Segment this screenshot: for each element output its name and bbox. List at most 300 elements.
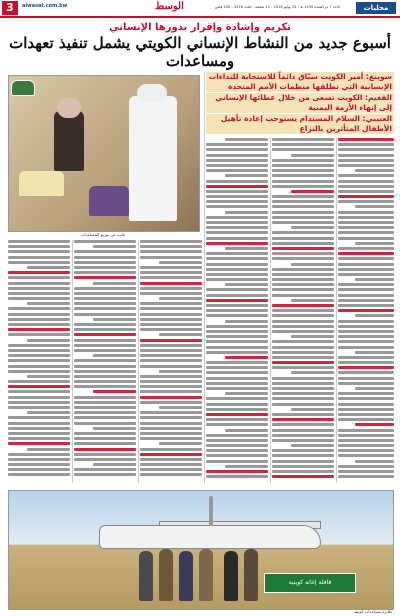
text-line — [74, 344, 136, 347]
text-line — [140, 245, 202, 248]
text-line — [140, 282, 202, 285]
text-line — [206, 252, 268, 255]
text-line — [140, 427, 202, 430]
text-line — [338, 335, 394, 338]
text-line — [8, 442, 70, 445]
text-line — [140, 411, 202, 414]
text-line — [225, 320, 268, 323]
text-line — [206, 377, 268, 380]
subheads — [206, 72, 394, 132]
text-line — [272, 231, 334, 234]
text-line — [272, 460, 334, 463]
text-line — [272, 439, 334, 442]
text-line — [272, 366, 334, 369]
text-line — [206, 242, 268, 245]
text-line — [27, 339, 70, 342]
text-line — [272, 273, 334, 276]
text-line — [8, 276, 70, 279]
text-line — [272, 180, 334, 183]
text-line — [206, 195, 268, 198]
text-line — [140, 375, 202, 378]
text-line — [272, 200, 334, 203]
text-line — [8, 328, 70, 331]
text-line — [206, 335, 268, 338]
text-line — [206, 382, 268, 385]
text-line — [338, 392, 394, 395]
text-line — [74, 448, 136, 451]
text-line — [74, 396, 136, 399]
text-line — [272, 413, 334, 416]
text-line — [74, 468, 136, 471]
text-line — [140, 256, 202, 259]
text-line — [272, 423, 334, 426]
text-line — [225, 211, 268, 214]
text-line — [140, 313, 202, 316]
text-line — [8, 370, 70, 373]
text-column-1 — [338, 138, 394, 483]
text-column-4 — [140, 240, 202, 483]
text-line — [338, 377, 394, 380]
text-line — [27, 411, 70, 414]
text-line — [140, 307, 202, 310]
text-line — [355, 205, 394, 208]
text-line — [272, 340, 334, 343]
text-line — [8, 453, 70, 456]
text-line — [206, 190, 268, 193]
text-line — [74, 401, 136, 404]
text-line — [74, 266, 136, 269]
text-line — [74, 380, 136, 383]
text-line — [206, 288, 268, 291]
article-kicker: تكريم وإشادة وإقرار بدورها الإنساني — [109, 22, 291, 33]
text-line — [338, 288, 394, 291]
text-line — [140, 266, 202, 269]
text-line — [272, 470, 334, 473]
text-column-3 — [206, 138, 268, 483]
text-line — [206, 226, 268, 229]
page-number: 3 — [2, 1, 18, 15]
text-line — [8, 365, 70, 368]
text-line — [206, 366, 268, 369]
text-line — [338, 470, 394, 473]
text-line — [291, 371, 334, 374]
text-line — [338, 226, 394, 229]
text-line — [206, 185, 268, 188]
text-line — [206, 294, 268, 297]
text-line — [8, 432, 70, 435]
text-line — [8, 463, 70, 466]
text-line — [338, 382, 394, 385]
text-line — [8, 416, 70, 419]
text-line — [140, 385, 202, 388]
text-line — [74, 323, 136, 326]
text-line — [206, 257, 268, 260]
text-line — [355, 387, 394, 390]
text-line — [272, 465, 334, 468]
text-line — [140, 328, 202, 331]
text-line — [291, 226, 334, 229]
text-column-2 — [272, 138, 334, 483]
text-line — [74, 328, 136, 331]
text-line — [206, 387, 268, 390]
text-line — [140, 344, 202, 347]
text-line — [206, 346, 268, 349]
text-line — [225, 356, 268, 359]
text-line — [74, 473, 136, 476]
dateline: الاحد 7 ذو القعدة 1439 هـ / 15 يوليو 2018 - 12 صفحة - العدد 3218 - 100 فلس — [214, 5, 340, 9]
text-line — [206, 263, 268, 266]
text-line — [338, 309, 394, 312]
text-column-6 — [8, 240, 70, 483]
text-line — [8, 313, 70, 316]
text-line — [93, 463, 136, 466]
text-line — [140, 401, 202, 404]
text-line — [338, 346, 394, 349]
text-line — [291, 263, 334, 266]
text-line — [159, 297, 202, 300]
text-line — [272, 304, 334, 307]
column-divider — [336, 138, 337, 483]
text-line — [8, 240, 70, 243]
text-line — [74, 458, 136, 461]
text-line — [272, 434, 334, 437]
text-line — [74, 297, 136, 300]
text-line — [338, 397, 394, 400]
text-line — [272, 351, 334, 354]
text-line — [338, 211, 394, 214]
text-line — [206, 325, 268, 328]
text-line — [272, 283, 334, 286]
text-line — [338, 454, 394, 457]
text-line — [338, 475, 394, 478]
text-line — [8, 271, 70, 274]
text-line — [74, 442, 136, 445]
text-line — [272, 387, 334, 390]
text-line — [355, 314, 394, 317]
text-line — [206, 439, 268, 442]
text-line — [206, 371, 268, 374]
text-line — [272, 221, 334, 224]
text-line — [225, 392, 268, 395]
text-line — [272, 288, 334, 291]
main-photo-caption: جانب من توزيع المساعدات — [80, 232, 126, 237]
text-line — [291, 190, 334, 193]
text-line — [74, 416, 136, 419]
text-line — [159, 442, 202, 445]
text-line — [93, 318, 136, 321]
text-line — [8, 297, 70, 300]
text-line — [8, 359, 70, 362]
text-line — [140, 323, 202, 326]
text-line — [338, 439, 394, 442]
text-line — [8, 473, 70, 476]
text-line — [206, 180, 268, 183]
text-line — [206, 397, 268, 400]
text-line — [338, 361, 394, 364]
text-line — [338, 185, 394, 188]
text-line — [206, 200, 268, 203]
text-line — [272, 252, 334, 255]
aid-banner: قافلة إغاثة كويتية — [264, 573, 356, 593]
text-line — [74, 307, 136, 310]
text-line — [140, 437, 202, 440]
text-line — [338, 247, 394, 250]
text-line — [140, 287, 202, 290]
text-line — [206, 273, 268, 276]
text-line — [140, 271, 202, 274]
text-line — [338, 429, 394, 432]
text-line — [338, 283, 394, 286]
bottom-photo-caption: طائرة مساعدات كويتية — [353, 609, 392, 614]
text-line — [93, 427, 136, 430]
text-line — [338, 174, 394, 177]
text-line — [74, 240, 136, 243]
text-line — [206, 309, 268, 312]
text-line — [291, 335, 334, 338]
text-line — [272, 278, 334, 281]
text-line — [93, 390, 136, 393]
text-line — [355, 423, 394, 426]
text-line — [272, 449, 334, 452]
text-line — [140, 250, 202, 253]
text-line — [338, 408, 394, 411]
text-line — [206, 164, 268, 167]
text-line — [206, 413, 268, 416]
text-line — [338, 299, 394, 302]
text-line — [74, 339, 136, 342]
text-line — [74, 349, 136, 352]
text-line — [272, 205, 334, 208]
text-line — [272, 164, 334, 167]
text-line — [338, 325, 394, 328]
text-line — [8, 468, 70, 471]
text-line — [206, 444, 268, 447]
text-line — [74, 365, 136, 368]
text-line — [206, 418, 268, 421]
text-line — [291, 408, 334, 411]
text-line — [225, 174, 268, 177]
text-line — [272, 148, 334, 151]
text-line — [8, 323, 70, 326]
text-line — [140, 240, 202, 243]
text-line — [8, 458, 70, 461]
text-line — [338, 154, 394, 157]
text-line — [8, 437, 70, 440]
text-line — [338, 356, 394, 359]
text-line — [140, 354, 202, 357]
text-line — [74, 333, 136, 336]
text-line — [272, 397, 334, 400]
text-line — [140, 463, 202, 466]
text-line — [8, 396, 70, 399]
text-line — [272, 346, 334, 349]
text-line — [272, 377, 334, 380]
text-line — [225, 247, 268, 250]
text-line — [8, 422, 70, 425]
text-line — [74, 437, 136, 440]
text-line — [140, 468, 202, 471]
text-line — [272, 294, 334, 297]
text-line — [140, 339, 202, 342]
text-line — [272, 257, 334, 260]
text-line — [272, 242, 334, 245]
text-line — [140, 422, 202, 425]
text-line — [225, 465, 268, 468]
text-line — [140, 318, 202, 321]
text-line — [338, 465, 394, 468]
text-line — [272, 475, 334, 478]
text-line — [206, 475, 268, 478]
text-line — [8, 318, 70, 321]
section-label: محليات — [356, 2, 396, 14]
text-line — [8, 401, 70, 404]
text-line — [272, 325, 334, 328]
text-line — [272, 429, 334, 432]
text-line — [291, 154, 334, 157]
text-line — [338, 159, 394, 162]
aircraft-photo — [8, 490, 394, 610]
text-line — [338, 237, 394, 240]
text-line — [272, 320, 334, 323]
text-line — [74, 375, 136, 378]
text-line — [206, 148, 268, 151]
text-line — [74, 250, 136, 253]
text-line — [272, 356, 334, 359]
text-line — [206, 143, 268, 146]
text-line — [338, 143, 394, 146]
text-line — [140, 380, 202, 383]
text-line — [206, 237, 268, 240]
article-headline: أسبوع جديد من النشاط الإنساني الكويتي يشمل تنفيذ تعهدات ومساعدات — [9, 34, 391, 70]
text-line — [338, 371, 394, 374]
text-line — [74, 261, 136, 264]
text-line — [338, 294, 394, 297]
text-line — [272, 418, 334, 421]
text-line — [272, 185, 334, 188]
text-line — [74, 406, 136, 409]
text-line — [140, 458, 202, 461]
text-line — [338, 340, 394, 343]
text-line — [206, 449, 268, 452]
text-line — [338, 252, 394, 255]
text-line — [338, 164, 394, 167]
site-url: alwasat.com.kw — [22, 3, 68, 9]
text-line — [206, 454, 268, 457]
text-line — [338, 418, 394, 421]
text-line — [27, 302, 70, 305]
text-line — [140, 292, 202, 295]
text-line — [206, 216, 268, 219]
text-line — [272, 237, 334, 240]
text-line — [355, 278, 394, 281]
text-line — [272, 216, 334, 219]
text-line — [338, 200, 394, 203]
text-line — [206, 205, 268, 208]
text-line — [74, 313, 136, 316]
text-line — [338, 180, 394, 183]
text-line — [8, 250, 70, 253]
text-line — [355, 351, 394, 354]
text-line — [74, 359, 136, 362]
text-line — [272, 361, 334, 364]
text-line — [272, 169, 334, 172]
text-line — [74, 256, 136, 259]
text-line — [140, 390, 202, 393]
text-line — [8, 256, 70, 259]
text-line — [338, 403, 394, 406]
column-divider — [204, 72, 205, 483]
text-line — [338, 190, 394, 193]
text-line — [74, 292, 136, 295]
text-line — [140, 396, 202, 399]
text-line — [8, 344, 70, 347]
text-line — [27, 375, 70, 378]
column-divider — [72, 240, 73, 483]
text-line — [140, 349, 202, 352]
text-line — [338, 444, 394, 447]
text-line — [74, 453, 136, 456]
text-line — [338, 148, 394, 151]
text-line — [27, 266, 70, 269]
text-line — [338, 434, 394, 437]
text-line — [8, 292, 70, 295]
text-line — [93, 354, 136, 357]
text-line — [338, 449, 394, 452]
text-line — [140, 276, 202, 279]
text-line — [338, 263, 394, 266]
text-line — [272, 314, 334, 317]
text-line — [8, 333, 70, 336]
text-line — [206, 340, 268, 343]
text-line — [355, 242, 394, 245]
text-line — [206, 304, 268, 307]
text-line — [338, 231, 394, 234]
text-line — [93, 282, 136, 285]
text-line — [272, 159, 334, 162]
text-line — [338, 320, 394, 323]
text-line — [8, 406, 70, 409]
newspaper-logo: الوسط — [155, 1, 184, 12]
text-line — [272, 330, 334, 333]
text-line — [74, 276, 136, 279]
text-column-5 — [74, 240, 136, 483]
text-line — [338, 413, 394, 416]
text-line — [140, 359, 202, 362]
text-line — [225, 283, 268, 286]
text-line — [355, 460, 394, 463]
text-line — [272, 143, 334, 146]
text-line — [206, 408, 268, 411]
text-line — [272, 138, 334, 141]
text-line — [272, 382, 334, 385]
text-line — [338, 366, 394, 369]
text-line — [272, 247, 334, 250]
text-line — [206, 169, 268, 172]
text-line — [206, 460, 268, 463]
text-line — [206, 299, 268, 302]
text-line — [291, 444, 334, 447]
text-line — [74, 302, 136, 305]
text-line — [206, 314, 268, 317]
text-line — [272, 392, 334, 395]
text-line — [74, 411, 136, 414]
text-line — [74, 370, 136, 373]
text-line — [272, 309, 334, 312]
text-line — [272, 403, 334, 406]
text-line — [272, 454, 334, 457]
text-line — [338, 304, 394, 307]
text-line — [8, 349, 70, 352]
